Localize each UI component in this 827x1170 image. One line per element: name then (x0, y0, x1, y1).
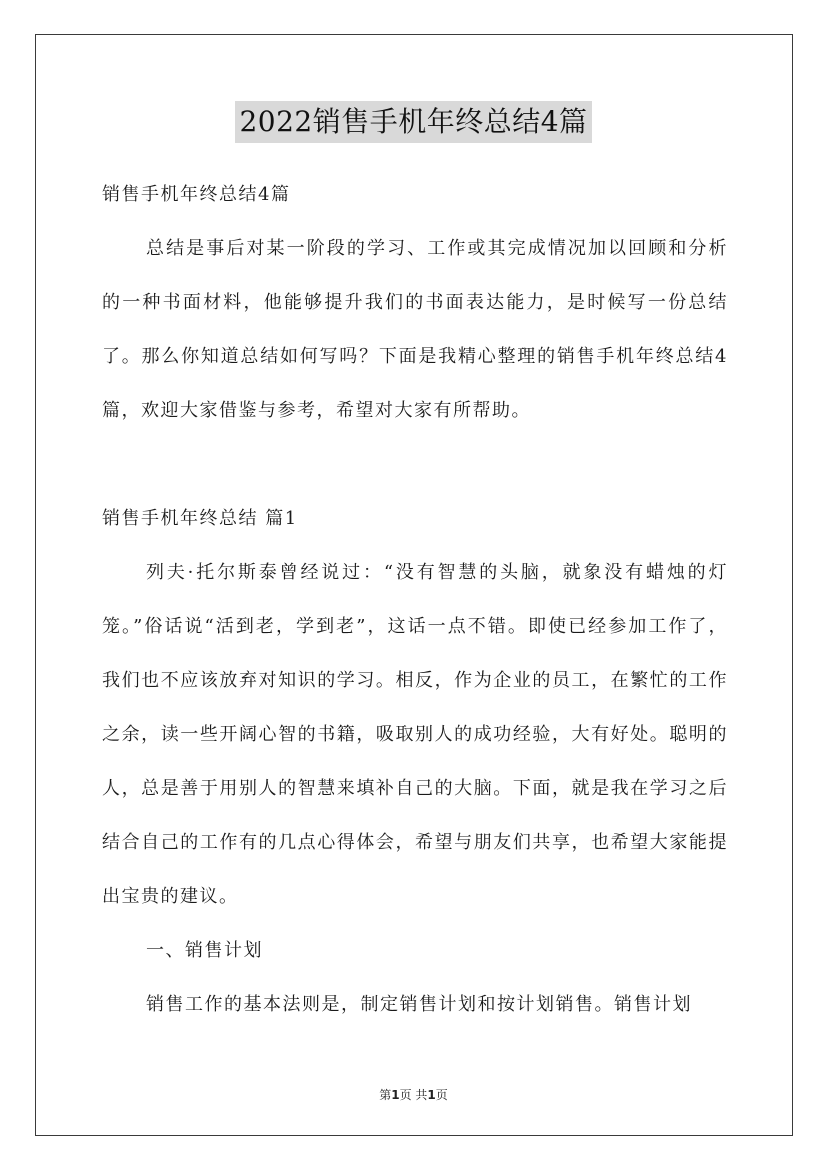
page-footer (0, 1086, 827, 1103)
intro-paragraph: 总结是事后对某一阶段的学习、工作或其完成情况加以回顾和分析的一种书面材料，他能够提升我们的书面表达能力，是时候写一份总结了。那么你知道总结如何写吗？下面是我精心整理的销售手机年终总结4篇，欢迎大家借鉴与参考，希望对大家有所帮助。 (102, 238, 728, 421)
section-heading: 销售手机年终总结 篇1 (102, 508, 298, 529)
document-body (102, 168, 728, 1032)
document-title: 2022销售手机年终总结4篇 (235, 101, 591, 143)
sales-plan-paragraph: 销售工作的基本法则是，制定销售计划和按计划销售。销售计划 (146, 994, 692, 1015)
paragraph-gap (102, 438, 728, 492)
section-paragraph: 列夫·托尔斯泰曾经说过：“没有智慧的头脑，就象没有蜡烛的灯笼。”俗话说“活到老，学到老”，这话一点不错。即使已经参加工作了，我们也不应该放弃对知识的学习。相反，作为企业的员工，在繁忙的工作之余，读一些开阔心智的书籍，吸取别人的成功经验，大有好处。聪明的人，总是善于用别人的智慧来填补自己的大脑。下面，就是我在学习之后结合自己的工作有的几点心得体会，希望与朋友们共享，也希望大家能提出宝贵的建议。 (102, 562, 728, 907)
footer-page-current: 1 (391, 1088, 400, 1102)
footer-prefix: 第 (379, 1088, 392, 1102)
footer-mid: 页 共 (399, 1088, 428, 1102)
subheading-sales-plan: 一、销售计划 (146, 940, 263, 961)
footer-page-total: 1 (427, 1088, 436, 1102)
document-subtitle: 销售手机年终总结4篇 (102, 184, 291, 205)
title-container (0, 101, 827, 143)
footer-suffix: 页 (435, 1088, 448, 1102)
